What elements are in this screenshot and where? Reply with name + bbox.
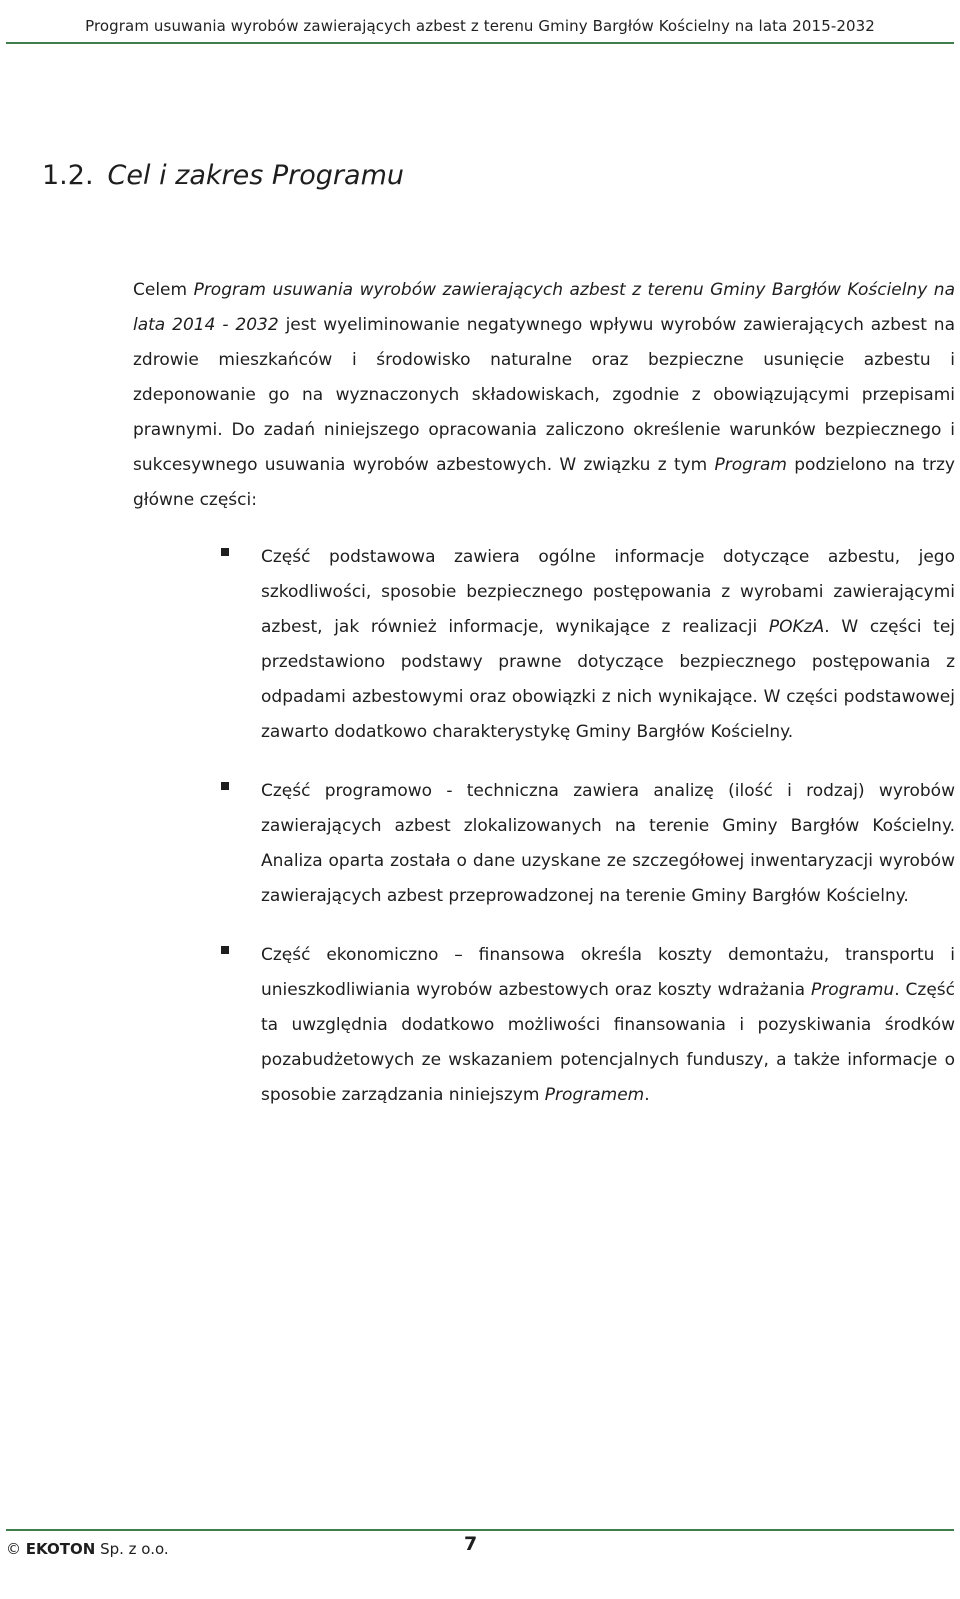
company-suffix: Sp. z o.o.: [100, 1540, 169, 1558]
list-item-text: .: [644, 1085, 650, 1105]
list-item-text: . Część ta uwzględnia dodatkowo możliwości finansowania i pozyskiwania środków pozabudżetowych ze wskazaniem potencjalnych funduszy, a także informacje o sposobie zarządzania niniejszym: [261, 980, 956, 1105]
company-name: EKOTON: [25, 1540, 96, 1558]
copyright-icon: ©: [6, 1540, 21, 1558]
intro-text-1: Celem: [133, 280, 194, 300]
square-bullet-icon: [221, 548, 229, 556]
square-bullet-icon: [221, 946, 229, 954]
footer-divider: [6, 1529, 954, 1531]
list-item-text: Część ekonomiczno – finansowa określa koszty demontażu, transportu i unieszkodliwiania wyrobów azbestowych oraz koszty wdrażania: [261, 945, 955, 1000]
list-item: [0, 540, 955, 750]
list-item: [0, 938, 955, 1113]
list-item-italic: Programu: [811, 980, 895, 1000]
program-parts-list: [0, 540, 960, 1137]
list-item: [0, 774, 955, 914]
list-item-italic: POKzA: [768, 617, 825, 637]
intro-program-name: Program usuwania wyrobów zawierających azbest z terenu Gminy Bargłów Kościelny na lata 2014 - 2032: [133, 280, 955, 335]
square-bullet-icon: [221, 782, 229, 790]
footer-company: [6, 1540, 169, 1558]
list-item-text: Część programowo - techniczna zawiera analizę (ilość i rodzaj) wyrobów zawierających azbest zlokalizowanych na terenie Gminy Bargłów Kościelny. Analiza oparta została o dane uzyskane ze szczegółowej inwentaryzacji wyrobów zawierających azbest przeprowadzonej na terenie Gminy Bargłów Kościelny.: [261, 781, 955, 906]
list-item-text: . W części tej przedstawiono podstawy prawne dotyczące bezpiecznego postępowania z odpadami azbestowymi oraz obowiązki z nich wynikające. W części podstawowej zawarto dodatkowo charakterystykę Gminy Bargłów Kościelny.: [261, 617, 955, 742]
intro-program-ref: Program: [714, 455, 787, 475]
section-heading: [42, 160, 404, 191]
section-number: 1.2.: [42, 160, 94, 191]
intro-text-3: jest wyeliminowanie negatywnego wpływu wyrobów zawierających azbest na zdrowie mieszkańców i środowisko naturalne oraz bezpieczne usunięcie azbestu i zdeponowanie go na wyznaczonych składowiskach, zgodnie z obowiązującymi przepisami prawnymi. Do zadań niniejszego opracowania zaliczono określenie warunków bezpiecznego i sukcesywnego usuwania wyrobów azbestowych. W związku z tym: [133, 315, 955, 475]
section-title: Cel i zakres Programu: [107, 160, 404, 191]
page-number: 7: [464, 1533, 478, 1555]
intro-paragraph: [133, 273, 955, 518]
list-item-text: Część podstawowa zawiera ogólne informacje dotyczące azbestu, jego szkodliwości, sposobie bezpiecznego postępowania z wyrobami zawierającymi azbest, jak również informacje, wynikające z realizacji: [261, 547, 955, 637]
header-divider: [6, 42, 954, 44]
list-item-italic: Programem: [544, 1085, 645, 1105]
intro-text-5: podzielono na trzy główne części:: [133, 455, 955, 510]
running-header: Program usuwania wyrobów zawierających azbest z terenu Gminy Bargłów Kościelny na lata 2015-2032: [85, 17, 875, 35]
